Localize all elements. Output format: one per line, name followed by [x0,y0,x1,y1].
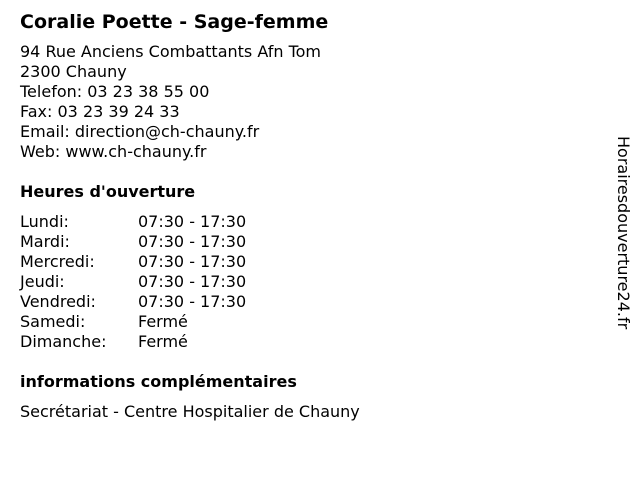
hours-day: Samedi: [20,312,86,331]
hours-day: Vendredi: [20,292,96,311]
web-address: www.ch-chauny.fr [65,142,207,161]
info-text: Secrétariat - Centre Hospitalier de Chauny [20,402,360,421]
hours-time: Fermé [138,332,188,351]
hours-time: 07:30 - 17:30 [138,292,247,311]
hours-row-thursday [20,272,600,292]
email-label: Email: [20,122,70,141]
hours-row-tuesday [20,232,600,252]
hours-row-friday [20,292,600,312]
address-city: 2300 Chauny [20,62,127,81]
hours-day: Jeudi: [20,272,65,291]
hours-time: 07:30 - 17:30 [138,272,247,291]
hours-time: 07:30 - 17:30 [138,252,247,271]
business-card [20,10,600,422]
hours-row-saturday [20,312,600,332]
hours-list [20,212,600,352]
email-address: direction@ch-chauny.fr [74,122,260,141]
fax-number: 03 23 39 24 33 [57,102,180,121]
address-street: 94 Rue Anciens Combattants Afn Tom [20,42,322,61]
hours-day: Dimanche: [20,332,107,351]
hours-row-sunday [20,332,600,352]
hours-heading: Heures d'ouverture [20,182,196,201]
hours-day: Mardi: [20,232,70,251]
hours-time: 07:30 - 17:30 [138,232,247,251]
hours-day: Lundi: [20,212,69,231]
email-line [20,122,600,142]
business-title: Coralie Poette - Sage-femme [20,11,329,33]
hours-day: Mercredi: [20,252,95,271]
side-brand-text: Horairesdouverture24.fr [614,136,633,330]
hours-time: Fermé [138,312,188,331]
fax-label: Fax: [20,102,53,121]
phone-number: 03 23 38 55 00 [87,82,210,101]
fax-line [20,102,600,122]
hours-time: 07:30 - 17:30 [138,212,247,231]
phone-label: Telefon: [20,82,83,101]
info-heading: informations complémentaires [20,372,297,391]
hours-row-wednesday [20,252,600,272]
web-label: Web: [20,142,61,161]
hours-row-monday [20,212,600,232]
web-line [20,142,600,162]
phone-line [20,82,600,102]
